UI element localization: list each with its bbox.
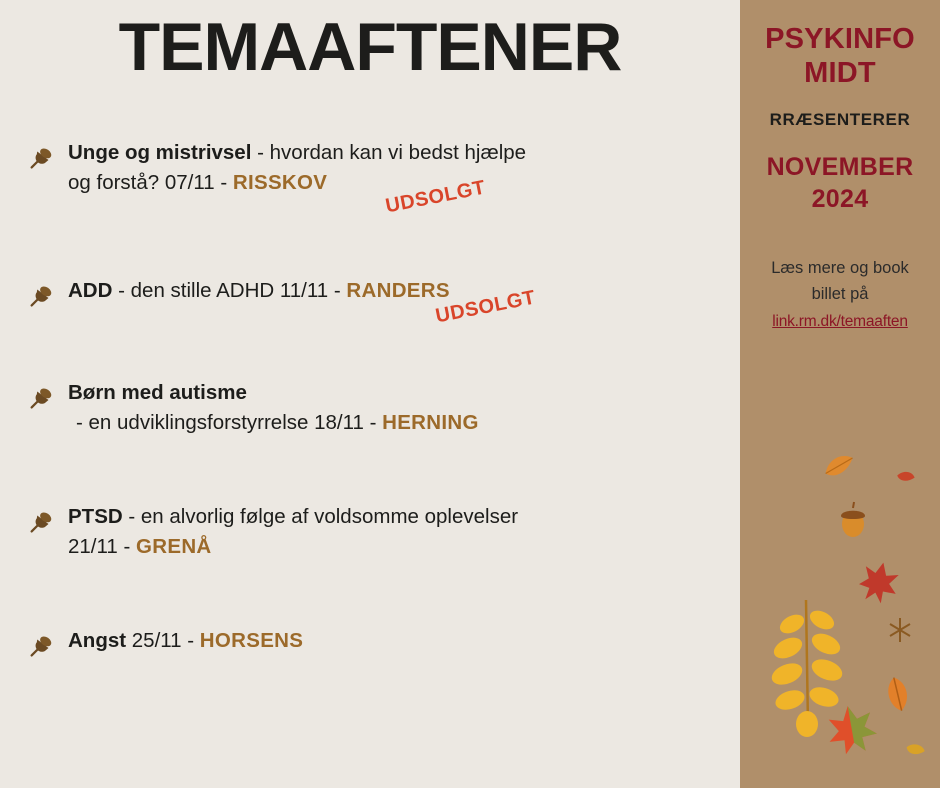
event-line-2 [68, 408, 740, 437]
brand-line-1: PSYKINFO [765, 23, 915, 55]
sidebar [740, 0, 940, 788]
list-item [0, 626, 740, 666]
event-line-1 [68, 626, 740, 655]
event-desc: - hvordan kan vi bedst hjælpe [251, 141, 527, 164]
event-title: Angst [68, 629, 127, 652]
list-item [0, 502, 740, 564]
event-title: Børn med autisme [68, 381, 247, 404]
event-city: GRENÅ [136, 535, 212, 558]
event-desc-cont: 21/11 - [68, 535, 136, 558]
event-line-1 [68, 378, 740, 407]
pushpin-icon [26, 384, 56, 414]
booking-info [740, 255, 940, 335]
booking-line-2: billet på [811, 285, 869, 303]
booking-link[interactable]: link.rm.dk/temaaften [772, 313, 908, 330]
brand-name [740, 22, 940, 90]
event-city: RISSKOV [232, 171, 328, 194]
events-list [0, 138, 740, 706]
acorn-icon [841, 502, 865, 537]
event-desc: 25/11 - [126, 629, 200, 652]
star-leaf-icon [890, 618, 910, 642]
event-line-1 [68, 502, 740, 531]
month-label: NOVEMBER [766, 153, 914, 181]
maple-leaf-icon [824, 702, 879, 757]
event-line-1 [68, 138, 740, 167]
status-badge: UDSOLGT [433, 286, 538, 328]
event-line-2 [68, 532, 740, 561]
event-desc-cont: og forstå? 07/11 - [68, 171, 233, 194]
booking-line-1: Læs mere og book [771, 259, 909, 277]
event-line-1 [68, 276, 740, 305]
pushpin-icon [26, 632, 56, 662]
compound-leaf-icon [769, 600, 846, 737]
event-desc-cont: - en udviklingsforstyrrelse 18/11 - [76, 411, 383, 434]
event-city: HERNING [382, 411, 479, 434]
event-title: ADD [68, 279, 113, 302]
event-desc: - den stille ADHD 11/11 - [112, 279, 347, 302]
event-desc: - en alvorlig følge af voldsomme oplevelser [122, 505, 519, 528]
leaf-icon [886, 676, 910, 713]
list-item [0, 378, 740, 440]
pushpin-icon [26, 508, 56, 538]
event-title: Unge og mistrivsel [68, 141, 252, 164]
leaf-icon [896, 469, 915, 484]
status-badge: UDSOLGT [383, 176, 488, 218]
pushpin-icon [26, 144, 56, 174]
pushpin-icon [26, 282, 56, 312]
event-city: RANDERS [346, 279, 450, 302]
list-item [0, 276, 740, 328]
list-item [0, 138, 740, 218]
presents-label: RRÆSENTERER [769, 110, 911, 129]
event-title: PTSD [68, 505, 123, 528]
page-title: TEMAAFTENER [118, 9, 622, 85]
brand-line-2: MIDT [804, 57, 876, 89]
date-block [740, 151, 940, 215]
leaf-icon [822, 454, 855, 478]
leaf-icon [905, 741, 926, 758]
event-city: HORSENS [199, 629, 304, 652]
maple-leaf-icon [856, 558, 903, 606]
year-label: 2024 [811, 185, 869, 213]
autumn-leaves-decoration [740, 440, 940, 788]
